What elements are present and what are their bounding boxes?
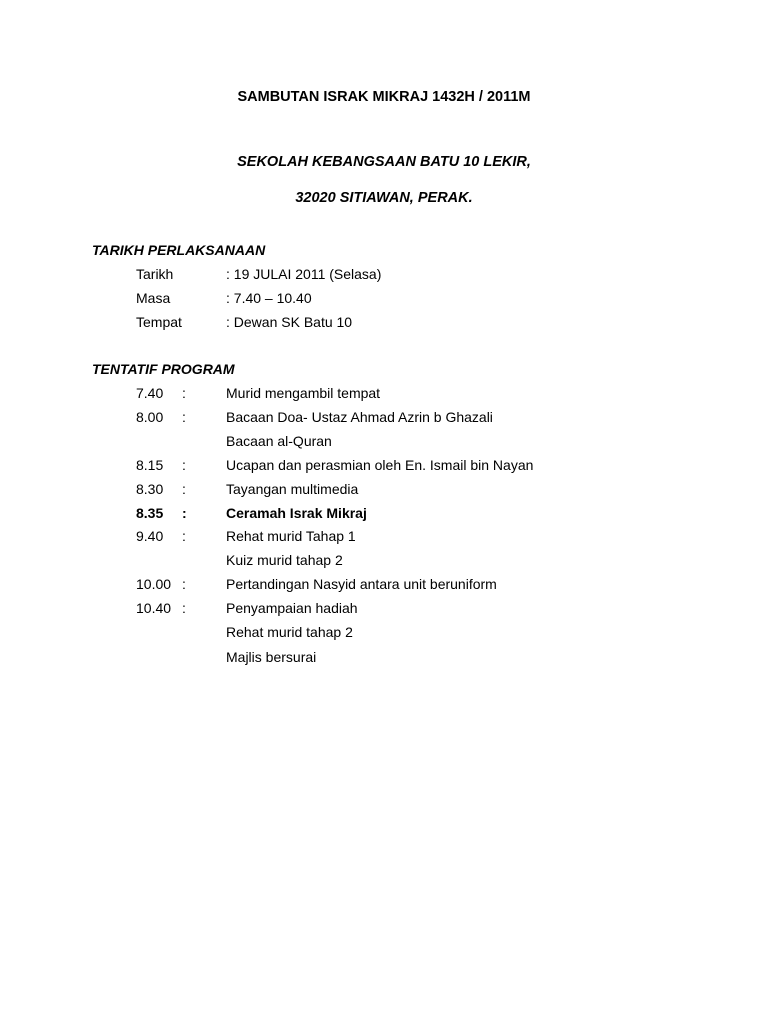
program-activity: Murid mengambil tempat [226,385,381,401]
program-time: 9.40 [136,528,164,544]
program-row [0,457,768,477]
program-time: 8.00 [136,409,164,425]
program-separator: : [182,576,186,592]
info-label: Tempat [136,314,182,330]
program-separator: : [182,481,186,497]
info-value: : 19 JULAI 2011 (Selasa) [226,266,382,282]
program-time: 10.00 [136,576,172,592]
program-activity: Rehat murid tahap 2 [226,624,353,640]
program-time: 7.40 [136,385,164,401]
program-row [0,385,768,405]
program-row [0,576,768,596]
info-row-masa [0,290,768,310]
program-separator: : [182,600,186,616]
info-label: Masa [136,290,171,306]
program-row [0,481,768,501]
info-value: : Dewan SK Batu 10 [226,314,353,330]
program-row [0,433,768,453]
program-separator: : [182,409,186,425]
heading-tentatif-program: TENTATIF PROGRAM [92,361,235,377]
program-row [0,624,768,644]
program-activity: Kuiz murid tahap 2 [226,552,343,568]
program-time: 10.40 [136,600,172,616]
program-separator: : [182,385,186,401]
program-separator: : [182,505,187,521]
program-separator: : [182,528,186,544]
program-activity: Ceramah Israk Mikraj [226,505,367,521]
program-time: 8.30 [136,481,164,497]
program-activity: Bacaan Doa- Ustaz Ahmad Azrin b Ghazali [226,409,493,425]
program-activity: Majlis bersurai [226,649,317,665]
program-activity: Rehat murid Tahap 1 [226,528,356,544]
program-activity: Bacaan al-Quran [226,433,332,449]
school-name-line: SEKOLAH KEBANGSAAN BATU 10 LEKIR, [237,154,531,170]
heading-tarikh-perlaksanaan: TARIKH PERLAKSANAAN [92,242,266,258]
program-activity: Ucapan dan perasmian oleh En. Ismail bin Nayan [226,457,534,473]
program-row [0,528,768,548]
document-title: SAMBUTAN ISRAK MIKRAJ 1432H / 2011M [237,89,531,105]
info-value: : 7.40 – 10.40 [226,290,312,306]
info-label: Tarikh [136,266,174,282]
school-address-line: 32020 SITIAWAN, PERAK. [295,190,473,206]
program-separator: : [182,457,186,473]
program-row-highlight [0,505,768,525]
program-activity: Pertandingan Nasyid antara unit beruniform [226,576,497,592]
program-activity: Penyampaian hadiah [226,600,358,616]
info-row-tarikh [0,266,768,286]
program-row [0,552,768,572]
program-time: 8.35 [136,505,164,521]
program-time: 8.15 [136,457,164,473]
program-activity: Tayangan multimedia [226,481,359,497]
program-row [0,409,768,429]
program-row [0,600,768,620]
program-row [0,649,768,669]
info-row-tempat [0,314,768,334]
